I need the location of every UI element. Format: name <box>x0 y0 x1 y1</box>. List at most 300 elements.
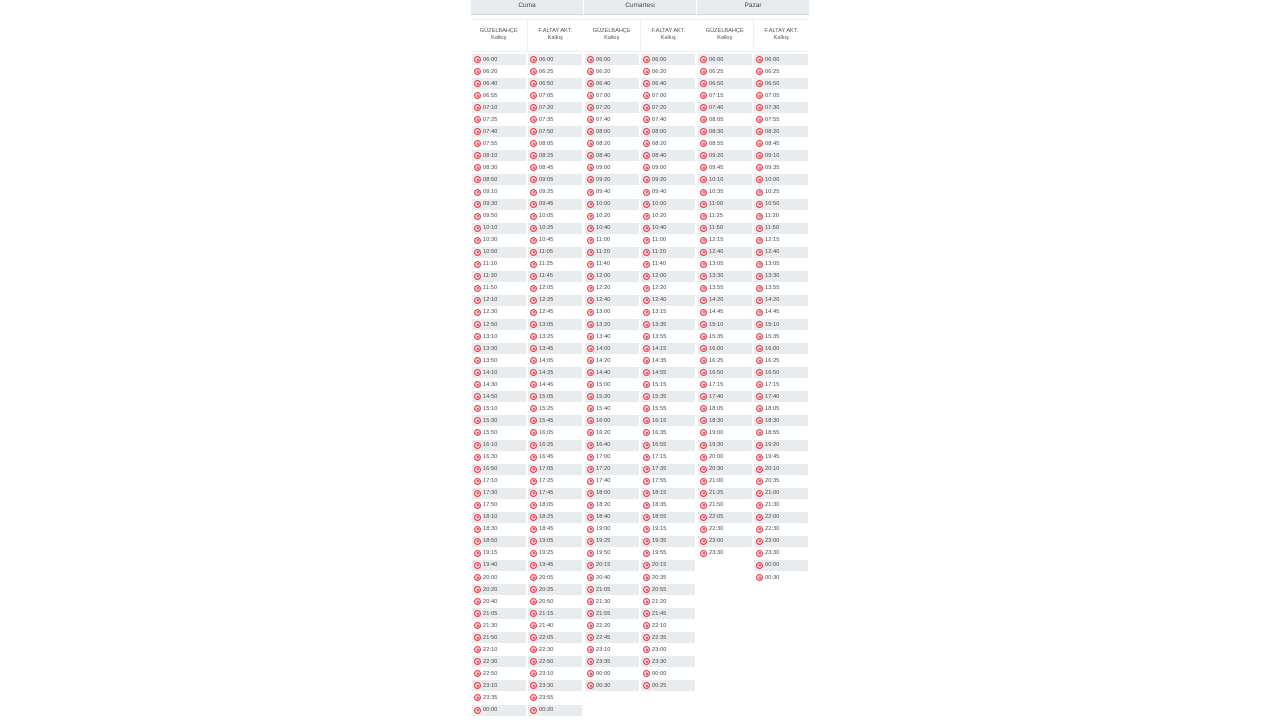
departure-cell-faltay <box>528 632 582 643</box>
departure-cell-faltay <box>528 223 582 234</box>
departure-cell-faltay <box>641 488 695 499</box>
bus-stop-icon <box>756 538 763 545</box>
departure-time: 16:00 <box>596 417 611 424</box>
departure-time: 00:25 <box>652 682 667 689</box>
table-row <box>584 271 696 283</box>
departure-cell-faltay <box>641 500 695 511</box>
bus-stop-icon <box>587 213 594 220</box>
departure-time: 09:00 <box>596 164 611 171</box>
bus-stop-icon <box>756 201 763 208</box>
table-row <box>584 247 696 259</box>
departure-time: 06:40 <box>652 80 667 87</box>
departure-time: 17:20 <box>596 466 611 473</box>
departure-cell-faltay <box>641 668 695 679</box>
table-row <box>471 343 583 355</box>
bus-stop-icon <box>587 225 594 232</box>
bus-stop-icon <box>700 152 707 159</box>
departure-cell-guzelbahce <box>698 307 752 318</box>
departure-cell-guzelbahce <box>698 235 752 246</box>
bus-stop-icon <box>587 610 594 617</box>
departure-time: 10:25 <box>765 189 780 196</box>
departure-cell-guzelbahce <box>472 692 526 703</box>
departure-time: 20:40 <box>596 574 611 581</box>
departure-cell-guzelbahce <box>585 548 639 559</box>
departure-cell-faltay <box>754 114 808 125</box>
departure-time: 07:40 <box>652 116 667 123</box>
bus-stop-icon <box>530 237 537 244</box>
departure-cell-guzelbahce <box>585 307 639 318</box>
bus-stop-icon <box>474 92 481 99</box>
table-row <box>584 452 696 464</box>
table-row <box>584 548 696 560</box>
bus-stop-icon <box>474 610 481 617</box>
bus-stop-icon <box>700 442 707 449</box>
departure-time: 07:20 <box>652 104 667 111</box>
bus-stop-icon <box>474 670 481 677</box>
departure-cell-guzelbahce <box>698 150 752 161</box>
bus-stop-icon <box>530 634 537 641</box>
departure-time: 23:30 <box>652 658 667 665</box>
table-row <box>471 464 583 476</box>
table-row <box>471 90 583 102</box>
departure-cell-guzelbahce <box>585 199 639 210</box>
departure-time: 06:00 <box>539 56 554 63</box>
departure-time: 15:10 <box>709 321 724 328</box>
departure-time: 11:40 <box>652 261 667 268</box>
bus-stop-icon <box>587 285 594 292</box>
departure-time: 21:50 <box>483 634 498 641</box>
bus-stop-icon <box>643 622 650 629</box>
bus-stop-icon <box>756 514 763 521</box>
bus-stop-icon <box>756 68 763 75</box>
bus-stop-icon <box>756 213 763 220</box>
table-row <box>697 452 809 464</box>
bus-stop-icon <box>587 454 594 461</box>
departure-time: 15:50 <box>483 429 498 436</box>
bus-stop-icon <box>700 393 707 400</box>
departure-time: 06:00 <box>483 56 498 63</box>
departure-time: 21:20 <box>652 598 667 605</box>
departure-time: 20:20 <box>483 586 498 593</box>
bus-stop-icon <box>643 321 650 328</box>
table-row <box>471 247 583 259</box>
departure-time: 17:35 <box>652 466 667 473</box>
table-row <box>471 440 583 452</box>
bus-stop-icon <box>643 454 650 461</box>
table-row <box>471 415 583 427</box>
departure-cell-faltay <box>528 548 582 559</box>
departure-time: 14:55 <box>652 369 667 376</box>
departure-time: 16:00 <box>709 345 724 352</box>
bus-stop-icon <box>587 92 594 99</box>
bus-stop-icon <box>530 189 537 196</box>
departure-cell-guzelbahce <box>585 54 639 65</box>
departure-cell-guzelbahce <box>585 476 639 487</box>
bus-stop-icon <box>756 550 763 557</box>
departure-cell-guzelbahce <box>585 114 639 125</box>
table-row <box>584 367 696 379</box>
departure-time: 21:30 <box>596 598 611 605</box>
departure-time: 16:40 <box>596 442 611 448</box>
departure-time: 09:10 <box>765 152 780 159</box>
departure-cell-guzelbahce <box>472 187 526 198</box>
bus-stop-icon <box>474 405 481 412</box>
bus-stop-icon <box>530 273 537 280</box>
departure-cell-guzelbahce <box>472 259 526 270</box>
departure-cell-faltay <box>528 644 582 655</box>
departure-time: 23:55 <box>539 694 554 701</box>
table-row <box>471 572 583 584</box>
departure-cell-faltay <box>754 126 808 137</box>
bus-stop-icon <box>587 249 594 256</box>
departure-cell-guzelbahce <box>698 114 752 125</box>
departure-time: 12:15 <box>765 237 780 244</box>
bus-stop-icon <box>643 598 650 605</box>
bus-stop-icon <box>643 466 650 473</box>
departure-cell-guzelbahce <box>472 211 526 222</box>
departure-cell-guzelbahce <box>585 90 639 101</box>
bus-stop-icon <box>700 429 707 436</box>
bus-stop-icon <box>474 658 481 665</box>
departure-time: 08:45 <box>539 164 554 171</box>
departure-time: 19:45 <box>765 454 780 461</box>
departure-time: 19:50 <box>596 550 611 557</box>
departure-cell-guzelbahce <box>472 114 526 125</box>
departure-cell-guzelbahce <box>472 488 526 499</box>
bus-stop-icon <box>530 381 537 388</box>
bus-stop-icon <box>530 345 537 352</box>
departure-time: 13:05 <box>765 261 780 268</box>
table-row <box>584 150 696 162</box>
departure-time: 20:15 <box>652 562 667 569</box>
departure-time: 09:45 <box>709 164 724 171</box>
departure-cell-faltay <box>754 367 808 378</box>
departure-cell-faltay <box>528 656 582 667</box>
departure-cell-faltay <box>754 78 808 89</box>
departure-cell-faltay <box>528 355 582 366</box>
departure-time: 09:00 <box>652 164 667 171</box>
departure-time: 14:10 <box>483 369 498 376</box>
departure-cell-faltay <box>528 150 582 161</box>
bus-stop-icon <box>643 502 650 509</box>
bus-stop-icon <box>530 321 537 328</box>
bus-stop-icon <box>700 381 707 388</box>
departure-time: 20:35 <box>765 478 780 485</box>
table-row <box>584 427 696 439</box>
departure-time: 21:15 <box>539 610 554 617</box>
bus-stop-icon <box>700 237 707 244</box>
bus-stop-icon <box>756 369 763 376</box>
departure-time: 09:45 <box>539 201 554 208</box>
bus-stop-icon <box>700 454 707 461</box>
bus-stop-icon <box>700 514 707 521</box>
bus-stop-icon <box>700 490 707 497</box>
departure-cell-faltay <box>754 102 808 113</box>
departure-cell-guzelbahce <box>698 162 752 173</box>
departure-cell-guzelbahce <box>472 572 526 583</box>
departure-time: 06:20 <box>596 68 611 75</box>
table-row <box>697 114 809 126</box>
departure-cell-guzelbahce <box>472 379 526 390</box>
bus-stop-icon <box>756 152 763 159</box>
departure-time: 08:40 <box>652 152 667 159</box>
bus-stop-icon <box>756 273 763 280</box>
bus-stop-icon <box>756 345 763 352</box>
bus-stop-icon <box>587 502 594 509</box>
departure-time: 07:05 <box>539 92 554 99</box>
table-row <box>584 90 696 102</box>
bus-stop-icon <box>700 478 707 485</box>
departure-time: 06:40 <box>483 80 498 87</box>
departure-cell-guzelbahce <box>472 391 526 402</box>
departure-time: 18:10 <box>483 514 498 521</box>
departure-time: 12:25 <box>539 297 554 304</box>
departure-cell-faltay <box>528 114 582 125</box>
bus-stop-icon <box>587 526 594 533</box>
departure-time: 08:00 <box>652 128 667 135</box>
table-row <box>697 355 809 367</box>
departure-cell-guzelbahce <box>698 560 752 571</box>
departure-cell-guzelbahce <box>585 680 639 691</box>
departure-cell-faltay <box>641 259 695 270</box>
departure-cell-guzelbahce <box>472 680 526 691</box>
departure-cell-faltay <box>754 343 808 354</box>
bus-stop-icon <box>530 538 537 545</box>
table-row <box>471 524 583 536</box>
departure-time: 08:20 <box>652 140 667 147</box>
day-header: Cuma <box>471 0 583 15</box>
table-row <box>697 174 809 186</box>
bus-stop-icon <box>643 164 650 171</box>
departure-time: 10:00 <box>765 176 780 183</box>
departure-time: 20:00 <box>483 574 498 581</box>
table-row <box>697 391 809 403</box>
bus-stop-icon <box>474 682 481 689</box>
bus-stop-icon <box>474 176 481 183</box>
departure-cell-faltay <box>641 440 695 451</box>
bus-stop-icon <box>643 297 650 304</box>
table-row <box>584 355 696 367</box>
departure-time: 12:20 <box>596 285 611 292</box>
departure-time: 12:40 <box>652 297 667 304</box>
bus-stop-icon <box>474 189 481 196</box>
bus-stop-icon <box>756 80 763 87</box>
bus-stop-icon <box>530 140 537 147</box>
departure-cell-faltay <box>641 307 695 318</box>
table-row <box>584 391 696 403</box>
departure-cell-faltay <box>528 343 582 354</box>
departure-cell-faltay <box>754 223 808 234</box>
departure-cell-faltay <box>754 247 808 258</box>
departure-time: 07:40 <box>596 116 611 123</box>
table-row <box>584 524 696 536</box>
bus-stop-icon <box>474 333 481 340</box>
departure-cell-guzelbahce <box>585 668 639 679</box>
table-row <box>697 403 809 415</box>
table-row <box>697 512 809 524</box>
bus-stop-icon <box>530 646 537 653</box>
table-row <box>584 102 696 114</box>
departure-time: 23:00 <box>709 538 724 545</box>
departure-cell-faltay <box>528 415 582 426</box>
departure-cell-faltay <box>528 476 582 487</box>
table-row <box>584 620 696 632</box>
departure-time: 11:30 <box>483 273 498 280</box>
departure-time: 09:20 <box>596 176 611 183</box>
departure-cell-guzelbahce <box>698 271 752 282</box>
departure-time: 13:50 <box>483 357 498 364</box>
departure-time: 15:45 <box>539 417 554 424</box>
table-row <box>471 223 583 235</box>
table-row <box>471 54 583 66</box>
column-header-row <box>471 19 583 52</box>
departure-cell-guzelbahce <box>585 174 639 185</box>
departure-cell-guzelbahce <box>698 102 752 113</box>
bus-stop-icon <box>756 490 763 497</box>
departure-cell-guzelbahce <box>698 391 752 402</box>
table-row <box>584 536 696 548</box>
departure-time: 13:40 <box>596 333 611 340</box>
table-row <box>584 608 696 620</box>
table-row <box>584 343 696 355</box>
departure-time: 11:00 <box>596 237 611 244</box>
departure-time: 20:40 <box>483 598 498 605</box>
table-row <box>471 656 583 668</box>
departure-time: 07:25 <box>483 116 498 123</box>
bus-stop-icon <box>700 249 707 256</box>
departure-cell-faltay <box>528 488 582 499</box>
departure-time: 19:15 <box>652 526 667 533</box>
bus-stop-icon <box>643 550 650 557</box>
departure-time: 19:40 <box>483 562 498 569</box>
bus-stop-icon <box>530 405 537 412</box>
day-header: Cumartesi <box>584 0 696 15</box>
bus-stop-icon <box>474 442 481 449</box>
departure-time: 06:50 <box>765 80 780 87</box>
departure-cell-faltay <box>641 66 695 77</box>
departure-time: 20:35 <box>652 574 667 581</box>
departure-cell-faltay <box>528 524 582 535</box>
departure-cell-guzelbahce <box>585 656 639 667</box>
departure-cell-faltay <box>754 283 808 294</box>
bus-stop-icon <box>530 369 537 376</box>
table-row <box>584 668 696 680</box>
table-row <box>697 150 809 162</box>
departure-time: 18:30 <box>709 417 724 424</box>
departure-time: 19:25 <box>596 538 611 545</box>
bus-stop-icon <box>587 357 594 364</box>
departure-time: 06:50 <box>709 80 724 87</box>
bus-stop-icon <box>643 176 650 183</box>
bus-stop-icon <box>756 285 763 292</box>
departure-cell-guzelbahce <box>585 138 639 149</box>
bus-stop-icon <box>530 417 537 424</box>
bus-stop-icon <box>643 80 650 87</box>
departure-cell-guzelbahce <box>472 295 526 306</box>
departure-cell-guzelbahce <box>472 126 526 137</box>
bus-stop-icon <box>756 104 763 111</box>
table-row <box>584 223 696 235</box>
bus-stop-icon <box>643 526 650 533</box>
bus-stop-icon <box>587 417 594 424</box>
departure-time: 13:55 <box>652 333 667 340</box>
departure-time: 15:30 <box>483 417 498 424</box>
table-row <box>471 319 583 331</box>
departure-cell-guzelbahce <box>585 572 639 583</box>
table-row <box>584 187 696 199</box>
bus-stop-icon <box>643 345 650 352</box>
bus-stop-icon <box>700 333 707 340</box>
departure-cell-faltay <box>528 440 582 451</box>
bus-stop-icon <box>474 694 481 701</box>
table-row <box>584 488 696 500</box>
departure-cell-guzelbahce <box>585 271 639 282</box>
departure-time: 20:00 <box>709 454 724 461</box>
bus-stop-icon <box>530 478 537 485</box>
table-row <box>471 187 583 199</box>
departure-cell-guzelbahce <box>585 150 639 161</box>
departure-cell-faltay <box>528 692 582 703</box>
departure-cell-guzelbahce <box>585 343 639 354</box>
bus-stop-icon <box>643 92 650 99</box>
table-row <box>584 512 696 524</box>
table-row <box>697 295 809 307</box>
table-row <box>471 162 583 174</box>
departure-time: 09:10 <box>483 189 498 196</box>
bus-stop-icon <box>587 478 594 485</box>
departure-time: 13:05 <box>709 261 724 268</box>
departure-time: 16:30 <box>483 454 498 461</box>
departure-cell-faltay <box>641 656 695 667</box>
table-row <box>584 464 696 476</box>
departure-time: 23:30 <box>539 682 554 689</box>
departure-cell-guzelbahce <box>698 187 752 198</box>
table-row <box>471 644 583 656</box>
table-row <box>471 211 583 223</box>
table-row <box>584 596 696 608</box>
bus-stop-icon <box>474 285 481 292</box>
bus-stop-icon <box>530 694 537 701</box>
bus-stop-icon <box>756 237 763 244</box>
departure-cell-guzelbahce <box>698 247 752 258</box>
bus-stop-icon <box>530 550 537 557</box>
bus-stop-icon <box>700 140 707 147</box>
table-row <box>471 632 583 644</box>
bus-stop-icon <box>756 164 763 171</box>
bus-stop-icon <box>530 225 537 232</box>
departure-cell-guzelbahce <box>472 427 526 438</box>
departure-time: 22:05 <box>539 634 554 641</box>
bus-stop-icon <box>756 417 763 424</box>
departure-time: 14:45 <box>539 381 554 388</box>
departure-cell-guzelbahce <box>472 271 526 282</box>
departure-cell-faltay <box>641 620 695 631</box>
bus-stop-icon <box>700 309 707 316</box>
departure-cell-guzelbahce <box>585 632 639 643</box>
departure-cell-faltay <box>641 367 695 378</box>
departure-time: 11:00 <box>652 237 667 244</box>
departure-cell-guzelbahce <box>472 476 526 487</box>
table-row <box>584 162 696 174</box>
departure-time: 16:25 <box>539 442 554 448</box>
departure-time: 21:05 <box>483 610 498 617</box>
departure-cell-faltay <box>754 391 808 402</box>
table-row <box>471 560 583 572</box>
table-row <box>584 476 696 488</box>
bus-stop-icon <box>474 454 481 461</box>
bus-stop-icon <box>530 466 537 473</box>
departure-cell-guzelbahce <box>698 66 752 77</box>
